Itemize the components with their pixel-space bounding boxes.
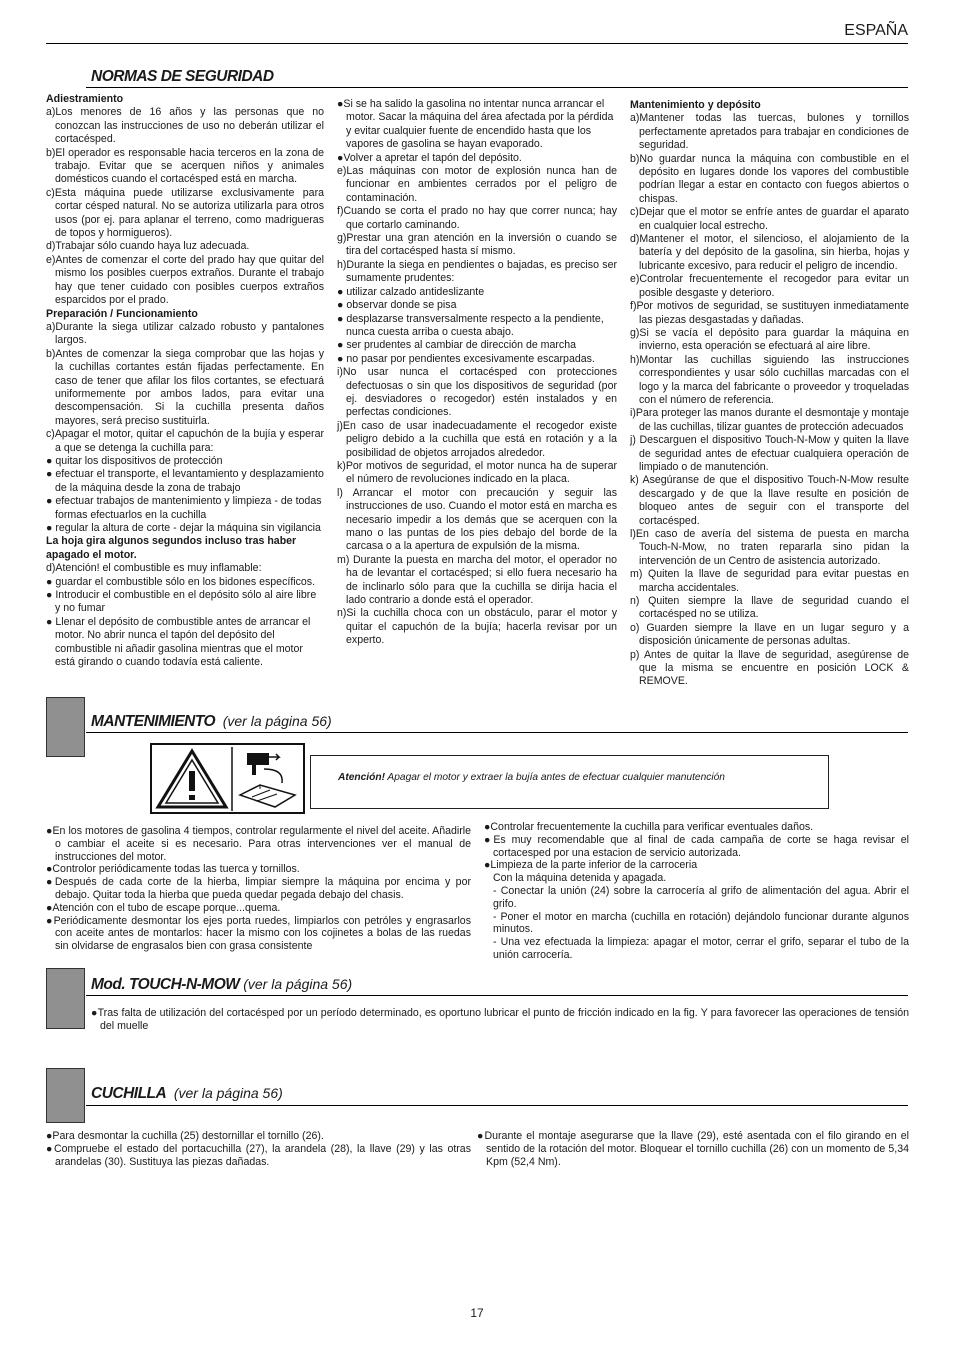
paragraph-item: ●Volver a apretar el tapón del depósito.	[337, 151, 522, 164]
bullet-item: ●Durante el montaje asegurarse que la llave (29), esté asentada con el filo girando en el sentido de la rotación del motor. Bloquear el tornillo cuchilla (26) con un momento de 5,34 Kpm (52,4 Nm).	[477, 1130, 909, 1168]
paragraph-item: m) Quiten la llave de seguridad para evitar puestas en marcha accidentales.	[630, 568, 909, 594]
paragraph-item: g)Prestar una gran atención en la inversión o cuando se tira del cortacésped hasta sí mismo.	[337, 232, 617, 258]
paragraph-item: ● guardar el combustible sólo en los bidones específicos.	[46, 575, 316, 588]
paragraph-item: h)Durante la siega en pendientes o bajadas, es preciso ser sumamente prudentes:	[337, 258, 617, 285]
paragraph-item: j)En caso de usar inadecuadamente el recogedor existe peligro debido a la cuchilla que está en rotación y a la posibilidad de objetos arrojados alrededor.	[337, 419, 617, 459]
bullet-item: ●En los motores de gasolina 4 tiempos, controlar regularmente el nivel del aceite. Añadirle o cambiar el aceite si es necesario. Para otras intervenciones ver el manual de instrucciones del motor.	[46, 825, 471, 863]
subheading: Adiestramiento	[46, 93, 124, 105]
paragraph-item: d)Mantener el motor, el silencioso, el alojamiento de la batería y del depósito de la gasolina, sin hierba, hojas y lubricante excesivo, para reducir el peligro de incendio.	[630, 233, 909, 272]
paragraph-item: k) Asegúranse de que el dispositivo Touch-N-Mow resulte descargado y de que la llave resulte en posición de bloqueo antes de seguir con el transporte del cortacésped.	[630, 474, 909, 527]
paragraph-item: b)No guardar nunca la máquina con combustible en el depósito en lugares donde los vapores del combustible podrían llegar a estar en contacto con fuegos abiertos o chispas.	[630, 152, 909, 205]
paragraph-item: ●Controlar frecuentemente la cuchilla para verificar eventuales daños.	[484, 821, 814, 833]
paragraph-item: f)Por motivos de seguridad, se sustituyen inmediatamente las piezas desgastadas y dañadas.	[630, 300, 909, 326]
cuchilla-left-column	[46, 1130, 471, 1168]
paragraph-item: b)El operador es responsable hacia terceros en la zona de trabajo. Evitar que se acerquen niños y animales domésticos cuando el cortacésped está en marcha.	[46, 146, 324, 186]
paragraph-item: ● regular la altura de corte - dejar la máquina sin vigilancia	[46, 522, 321, 534]
paragraph-item: g)Si se vacía el depósito para guardar la máquina en invierno, esta operación se efectuará al aire libre.	[630, 326, 909, 353]
paragraph-item: La hoja gira algunos segundos incluso tras haber apagado el motor.	[46, 535, 297, 561]
paragraph-item: b)Antes de comenzar la siega comprobar que las hojas y la cuchillas cortantes están fijadas perfectamente. En caso de tener que afilar los filos cortantes, se efectuará uniformemente por ambos lados, para evitar una descompensación. Si la cuchilla presenta daños mayores, será preciso sustituirla.	[46, 347, 324, 427]
bullet-item: ●Compruebe el estado del portacuchilla (27), la arandela (28), la llave (29) y las otras arandelas (30). Sustituya las piezas dañadas.	[46, 1142, 471, 1168]
bullet-item: ●Para desmontar la cuchilla (25) destornillar el tornillo (26).	[46, 1130, 324, 1142]
header-rule	[46, 43, 908, 44]
normas-column-2	[337, 98, 617, 648]
section-title-touch-n-mow: Mod. TOUCH-N-MOW (ver la página 56)	[91, 976, 353, 993]
paragraph-item: k)Por motivos de seguridad, el motor nunca ha de superar el número de revoluciones indicado en la placa.	[337, 459, 617, 486]
paragraph-item: e)Antes de comenzar el corte del prado hay que quitar del mismo los posibles cuerpos extraños. Durante el trabajo hay que tener cuidado con posibles cuerpos extraños esparcidos por el prado.	[46, 253, 324, 307]
paragraph-item: o) Guarden siempre la llave en un lugar seguro y a disposición únicamente de personas adultas.	[630, 621, 909, 648]
touch-n-mow-text: ●Tras falta de utilización del cortacésped por un período determinado, es oportuno lubricar el punto de fricción indicado en la fig. Y para favorecer las operaciones de tensión del muelle	[91, 1007, 909, 1032]
paragraph-item: - Una vez efectuada la limpieza: apagar el motor, cerrar el grifo, separar el tubo de la unión carrocería.	[493, 936, 909, 961]
paragraph-item: c)Esta máquina puede utilizarse exclusivamente para cortar césped natural. No se autoriza utilizarla para otros usos (por ej. para aplanar el terreno, como madrigueras de topos y hormigueros).	[46, 186, 324, 240]
paragraph-item: d)Atención! el combustible es muy inflamable:	[46, 562, 262, 575]
paragraph-item: j) Descarguen el dispositivo Touch-N-Mow y quiten la llave de seguridad antes de efectuar cualquiera operación de limpiado o de manutención.	[630, 434, 909, 473]
subheading: Mantenimiento y depósito	[630, 99, 761, 111]
paragraph-item: ●Si se ha salido la gasolina no intentar nunca arrancar el motor. Sacar la máquina del área afectada por la pérdida y evitar cualquier fuente de encendido hasta que los vapores de gasolina se hayan evaporado.	[337, 98, 614, 151]
paragraph-item: ● utilizar calzado antideslizante	[337, 285, 485, 298]
warning-pictogram	[150, 743, 305, 814]
paragraph-item: e)Controlar frecuentemente el recogedor para evitar un posible desgaste y deterioro.	[630, 273, 909, 299]
paragraph-item: d)Trabajar sólo cuando haya luz adecuada.	[46, 240, 250, 253]
spark-plug-icon	[247, 753, 282, 783]
touch-rule	[86, 995, 908, 996]
page-number: 17	[470, 1306, 484, 1320]
cuchilla-rule	[86, 1105, 908, 1106]
cuchilla-right-column	[477, 1130, 909, 1168]
paragraph-item: c)Apagar el motor, quitar el capuchón de la bujía y esperar a que se detenga la cuchilla para:	[46, 428, 324, 454]
paragraph-item: - Poner el motor en marcha (cuchilla en rotación) dejándolo funcionar durante algunos minutos.	[493, 910, 909, 936]
normas-column-3	[630, 99, 909, 689]
mantenimiento-left-column	[46, 825, 471, 953]
paragraph-item: i)No usar nunca el cortacésped con protecciones defectuosas o sin que los dispositivos de seguridad (por ej. desviadores o recogedor) estén instalados y en perfectas condiciones.	[337, 366, 617, 419]
paragraph-item: l) Arrancar el motor con precaución y seguir las instrucciones de uso. Cuando el motor está en marcha es necesario impedir a los demás que se acerquen con la mano o las puntas de los pies debajo del borde de la carcasa o a la apertura de expulsión de la misma.	[337, 486, 617, 553]
paragraph-item: ● Llenar el depósito de combustible antes de arrancar el motor. No abrir nunca el tapón del depósito del combustible ni añadir gasolina mientras que el motor está girando o cuando todavía está caliente.	[46, 615, 311, 669]
paragraph-item: ● quitar los dispositivos de protección	[46, 454, 223, 467]
section-tab-mantenimiento	[46, 697, 85, 757]
paragraph-item: - Conectar la unión (24) sobre la carrocería al grifo de alimentación del agua. Abrir el grifo.	[493, 884, 909, 910]
mantenimiento-rule	[86, 732, 908, 733]
paragraph-item: ● Introducir el combustible en el depósito sólo al aire libre y no fumar	[46, 589, 317, 615]
paragraph-item: h)Montar las cuchillas siguiendo las instrucciones correspondientes y usar sólo cuchillas marcadas con el logo y la marca del fabricante o proveedor y troqueladas con el número de referencia.	[630, 353, 909, 406]
paragraph-item: ●Limpieza de la parte inferior de la carroceria	[484, 859, 698, 872]
bullet-item: ●Controlor periódicamente todas las tuerca y tornillos.	[46, 863, 300, 876]
paragraph-item: n) Quiten siempre la llave de seguridad cuando el cortacésped no se utiliza.	[630, 595, 909, 621]
warning-text-box: Atención! Apagar el motor y extraer la bujía antes de efectuar cualquier manutención	[310, 755, 829, 809]
paragraph-item: ● observar donde se pisa	[337, 299, 457, 312]
normas-column-1	[46, 93, 324, 669]
bullet-item: ●Después de cada corte de la hierba, limpiar siempre la máquina por encima y por debajo. Quitar toda la hierba que pueda quedar pegada debajo del chasis.	[46, 876, 471, 901]
paragraph-item: n)Si la cuchilla choca con un obstáculo, parar el motor y quitar el capuchón de la bujía; hacerla revisar por un experto.	[337, 607, 617, 647]
paragraph-item: i)Para proteger las manos durante el desmontaje y montaje de las cuchillas, tilizar guantes de protección adecuados	[630, 407, 909, 433]
section-tab-cuchilla	[46, 1068, 85, 1123]
paragraph-item: ● desplazarse transversalmente respecto a la pendiente, nunca cuesta arriba o cuesta abajo.	[337, 312, 604, 338]
bullet-item: ●Atención con el tubo de escape porque...quema.	[46, 901, 281, 914]
bullet-item: ●Periódicamente desmontar los ejes porta ruedes, limpiarlos con petróles y engrasarlos con aceite antes de montarlos: hacer la mismo con los cojinetes a bolas de las ruedas sin olvidarse de engrasalos bien con grasa consistente	[46, 914, 471, 953]
paragraph-item: ● ser prudentes al cambiar de dirección de marcha	[337, 339, 576, 352]
paragraph-item: a)Mantener todas las tuercas, bulones y tornillos perfectamente apretados para trabajar en condiciones de seguridad.	[630, 112, 909, 152]
paragraph-item: ● efectuar trabajos de mantenimiento y limpieza - de todas formas efectuarlos en la cuchilla	[46, 495, 322, 521]
paragraph-item: l)En caso de avería del sistema de puesta en marcha Touch-N-Mow, no traten repararla sino pidan la intervención de un Centro de asistencia autorizado.	[630, 528, 909, 567]
paragraph-item: ● no pasar por pendientes excesivamente escarpadas.	[337, 352, 595, 365]
paragraph-item: c)Dejar que el motor se enfríe antes de guardar el aparato en cualquier local estrecho.	[630, 206, 909, 232]
subheading: Preparación / Funcionamiento	[46, 307, 198, 320]
paragraph-item: ●Es muy recomendable que al final de cada campaña de corte se haga revisar el cortacesped por una estacion de servicio autorizada.	[484, 833, 909, 859]
paragraph-item: a)Durante la siega utilizar calzado robusto y pantalones largos.	[46, 320, 324, 347]
section-title-mantenimiento: MANTENIMIENTO (ver la página 56)	[91, 713, 332, 730]
paragraph-item: e)Las máquinas con motor de explosión nunca han de funcionar en ambientes cerrados por el peligro de contaminación.	[337, 165, 617, 204]
normas-rule	[86, 87, 908, 88]
paragraph-item: f)Cuando se corta el prado no hay que correr nunca; hay que cortarlo caminando.	[337, 205, 617, 231]
paragraph-item: ● efectuar el transporte, el levantamiento y desplazamiento de la máquina desde la zona de trabajo	[46, 468, 324, 494]
paragraph-item: Con la máquina detenida y apagada.	[493, 872, 667, 885]
manual-book-icon	[240, 785, 295, 807]
paragraph-item: m) Durante la puesta en marcha del motor, el operador no ha de levantar el cortacésped; si ello fuera necesario ha de inclinarlo sólo para que la cuchilla se dirija hacia el lado contrario a donde está el operador.	[337, 553, 617, 607]
section-title-cuchilla: CUCHILLA (ver la página 56)	[91, 1085, 283, 1102]
paragraph-item: p) Antes de quitar la llave de seguridad, asegúrense de que la misma se encuentre en posición LOCK & REMOVE.	[630, 648, 909, 688]
mantenimiento-right-column	[484, 821, 909, 962]
section-tab-touch-n-mow	[46, 968, 85, 1029]
country-label: ESPAÑA	[844, 22, 908, 39]
paragraph-item: a)Los menores de 16 años y las personas que no conozcan las instrucciones de uso no deberán utilizar el cortacésped.	[46, 106, 324, 146]
section-title-normas: NORMAS DE SEGURIDAD	[91, 68, 274, 85]
